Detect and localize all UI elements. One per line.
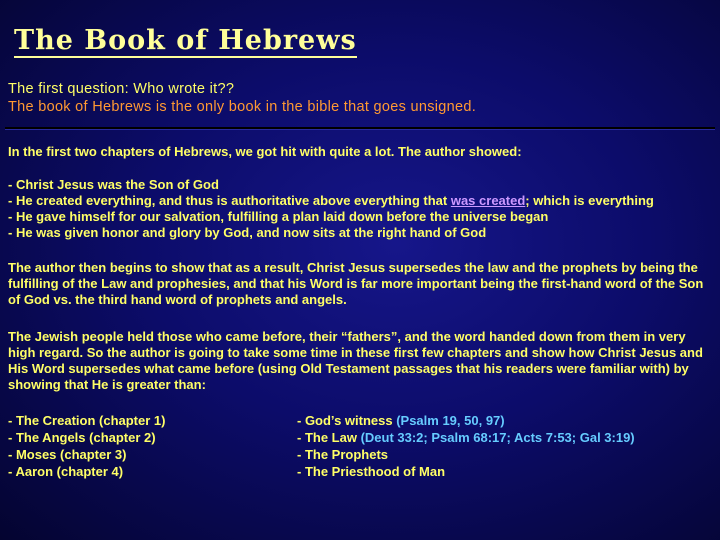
greater-than-list-left bbox=[8, 412, 165, 480]
supersedes-paragraph: The author then begins to show that as a result, Christ Jesus supersedes the law and the prophets by being the fulfilling of the Law and prophesies, and that his Word is far more important being the first-hand word of the Son of God vs. the third hand word of prophets and angels. bbox=[8, 260, 704, 307]
bullet-item: - Christ Jesus was the Son of God bbox=[8, 177, 219, 192]
bullet-item: - He gave himself for our salvation, fulfilling a plan laid down before the universe began bbox=[8, 209, 549, 224]
page-title: The Book of Hebrews bbox=[14, 25, 357, 56]
jewish-people-paragraph: The Jewish people held those who came before, their “fathers”, and the word handed down from them in very high regard. So the author is going to take some time in these first few chapters and show how Christ Jesus and His Word supersedes what came before (using Old Testament passages that his readers were familiar with) by showing that He is greater than: bbox=[8, 329, 703, 392]
was-created-link[interactable]: was created bbox=[450, 193, 526, 208]
list-item-text: - The Law bbox=[297, 430, 361, 445]
question-line: The first question: Who wrote it?? bbox=[8, 81, 235, 97]
scripture-reference: (Psalm 19, 50, 97) bbox=[396, 413, 505, 428]
divider bbox=[5, 127, 715, 129]
list-item: - Moses (chapter 3) bbox=[8, 447, 127, 462]
list-item: - The Creation (chapter 1) bbox=[8, 413, 166, 428]
bullet-text-tail: ; which is everything bbox=[525, 193, 654, 208]
bullet-item: - He was given honor and glory by God, and now sits at the right hand of God bbox=[8, 225, 487, 240]
list-item bbox=[297, 429, 635, 446]
question-block bbox=[8, 80, 476, 116]
intro-paragraph: In the first two chapters of Hebrews, we got hit with quite a lot. The author showed: bbox=[8, 144, 522, 159]
scripture-reference: (Deut 33:2; Psalm 68:17; Acts 7:53; Gal 3:19) bbox=[360, 430, 635, 445]
bullet-text: - He created everything, and thus is authoritative above everything that bbox=[8, 193, 451, 208]
list-item-text: - The Prophets bbox=[297, 447, 389, 462]
list-item: - The Angels (chapter 2) bbox=[8, 430, 156, 445]
greater-than-list-right bbox=[297, 412, 635, 480]
list-item bbox=[297, 446, 635, 463]
list-item: - Aaron (chapter 4) bbox=[8, 464, 124, 479]
bullet-item bbox=[8, 193, 712, 209]
list-item bbox=[297, 463, 635, 480]
list-item-text: - God’s witness bbox=[297, 413, 397, 428]
summary-bullet-list bbox=[8, 177, 712, 241]
unsigned-statement: The book of Hebrews is the only book in the bible that goes unsigned. bbox=[8, 99, 477, 115]
list-item bbox=[297, 412, 635, 429]
list-item-text: - The Priesthood of Man bbox=[297, 464, 446, 479]
